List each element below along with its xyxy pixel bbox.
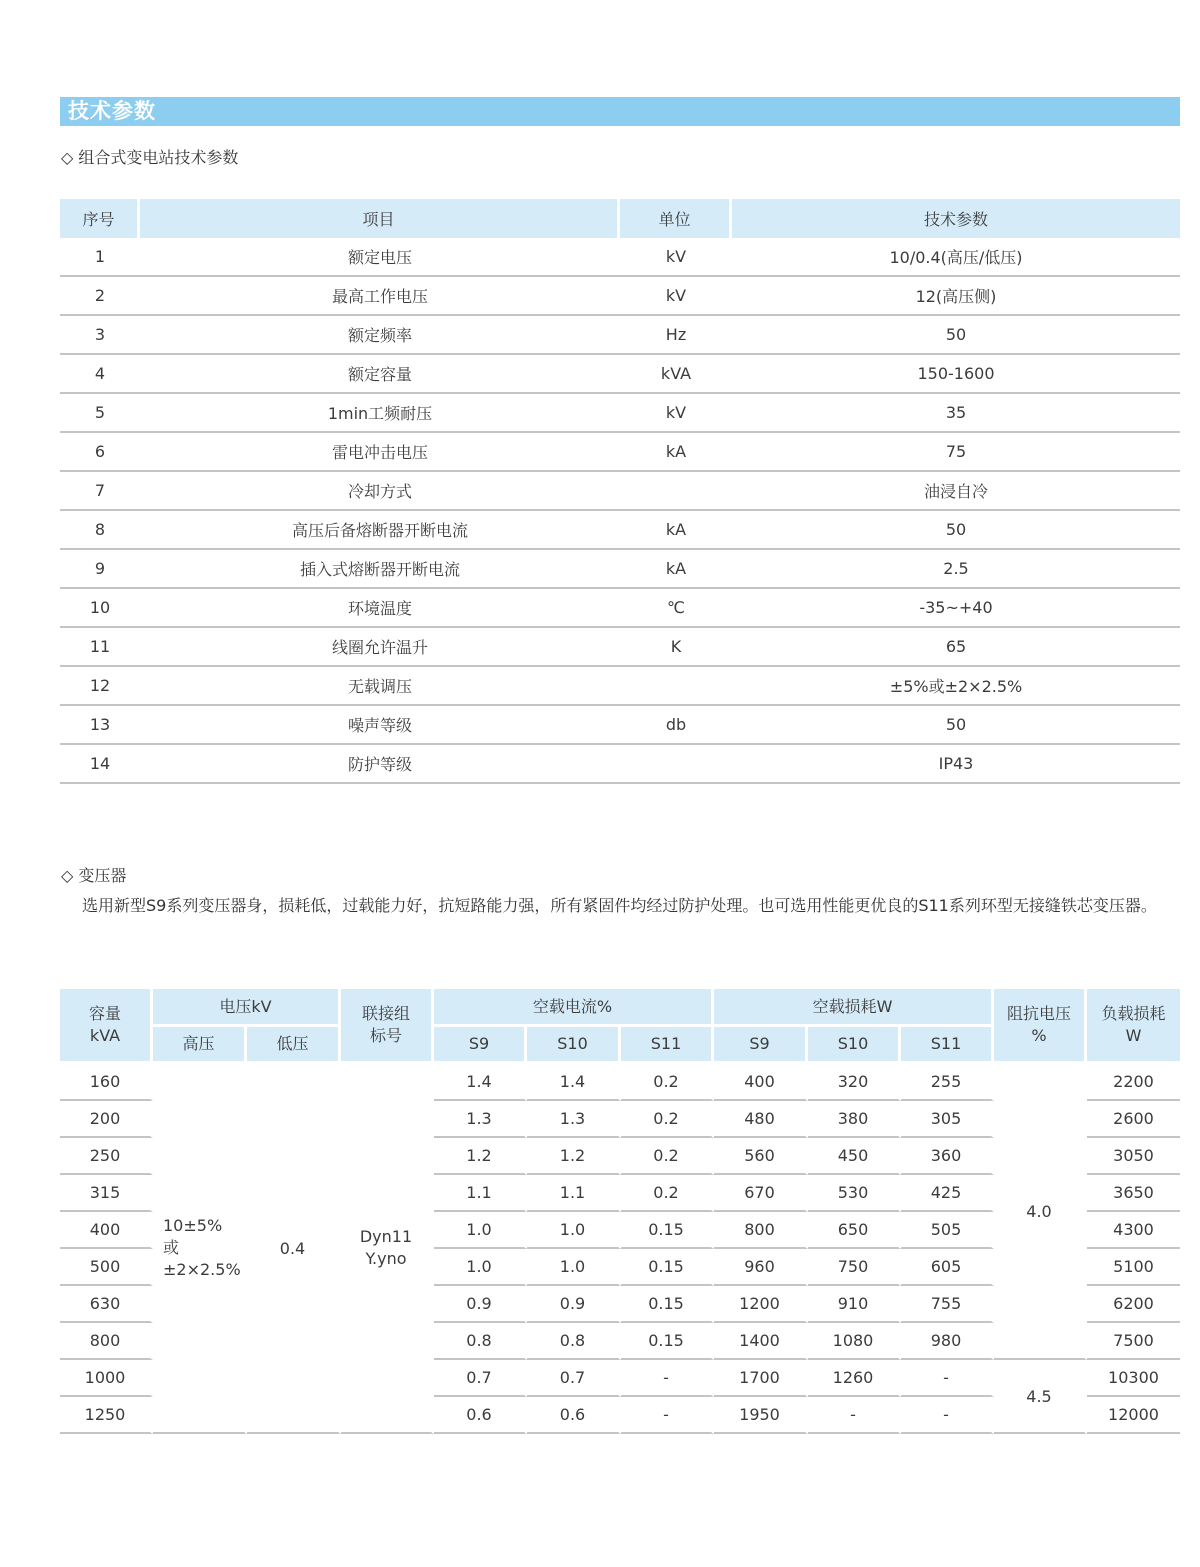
- column-header-loss-s10: S10: [808, 1027, 901, 1064]
- cell-capacity: 800: [60, 1323, 153, 1360]
- column-header-no-load-loss: 空载损耗W: [714, 989, 994, 1027]
- cell-current-s10: 1.0: [527, 1212, 621, 1249]
- cell-current-s11: -: [621, 1360, 714, 1397]
- cell-capacity: 500: [60, 1249, 153, 1286]
- cell-loss-s9: 1400: [714, 1323, 808, 1360]
- cell-current-s10: 0.7: [527, 1360, 621, 1397]
- table-row: [60, 745, 1180, 784]
- cell-unit: kVA: [620, 355, 732, 394]
- cell-index: 8: [60, 511, 140, 550]
- column-header-loss-s11: S11: [901, 1027, 994, 1064]
- table-row: [60, 394, 1180, 433]
- cell-capacity: 1000: [60, 1360, 153, 1397]
- table-row: [60, 238, 1180, 277]
- cell-value: 150-1600: [732, 355, 1180, 394]
- cell-unit: [620, 667, 732, 706]
- cell-unit: db: [620, 706, 732, 745]
- cell-current-s10: 1.1: [527, 1175, 621, 1212]
- table-row: [60, 316, 1180, 355]
- cell-loss-s10: 1080: [808, 1323, 901, 1360]
- table-row: [60, 472, 1180, 511]
- section-header-bar: [60, 97, 1180, 126]
- table-row: [60, 433, 1180, 472]
- cell-load-loss: 3050: [1087, 1138, 1180, 1175]
- cell-item: 噪声等级: [140, 706, 620, 745]
- cell-loss-s10: 1260: [808, 1360, 901, 1397]
- cell-loss-s10: 320: [808, 1064, 901, 1101]
- cell-load-loss: 12000: [1087, 1397, 1180, 1434]
- cell-current-s9: 0.7: [434, 1360, 527, 1397]
- table-row: [60, 589, 1180, 628]
- cell-loss-s11: 425: [901, 1175, 994, 1212]
- cell-loss-s9: 560: [714, 1138, 808, 1175]
- table-row: [60, 667, 1180, 706]
- cell-unit: [620, 472, 732, 511]
- column-header-low-voltage: 低压: [247, 1027, 341, 1064]
- column-header-load-loss: 负载损耗 W: [1087, 989, 1180, 1064]
- cell-loss-s9: 800: [714, 1212, 808, 1249]
- column-header-current-s9: S9: [434, 1027, 527, 1064]
- column-header-no-load-current: 空载电流%: [434, 989, 714, 1027]
- cell-load-loss: 10300: [1087, 1360, 1180, 1397]
- spec-table-title: ◇ 组合式变电站技术参数: [61, 148, 239, 167]
- cell-item: 额定容量: [140, 355, 620, 394]
- cell-loss-s10: 650: [808, 1212, 901, 1249]
- cell-loss-s11: -: [901, 1397, 994, 1434]
- table-row: [60, 706, 1180, 745]
- cell-current-s9: 1.4: [434, 1064, 527, 1101]
- column-header-current-s11: S11: [621, 1027, 714, 1064]
- cell-current-s11: 0.2: [621, 1175, 714, 1212]
- cell-capacity: 200: [60, 1101, 153, 1138]
- cell-index: 11: [60, 628, 140, 667]
- table-row: [60, 355, 1180, 394]
- transformer-section-title: ◇ 变压器: [61, 866, 127, 885]
- cell-current-s11: 0.15: [621, 1212, 714, 1249]
- cell-index: 9: [60, 550, 140, 589]
- cell-loss-s11: 360: [901, 1138, 994, 1175]
- cell-loss-s11: 605: [901, 1249, 994, 1286]
- cell-value: 油浸自冷: [732, 472, 1180, 511]
- cell-value: 50: [732, 706, 1180, 745]
- cell-loss-s9: 1950: [714, 1397, 808, 1434]
- cell-unit: [620, 745, 732, 784]
- cell-loss-s10: 910: [808, 1286, 901, 1323]
- cell-value: 2.5: [732, 550, 1180, 589]
- cell-current-s9: 1.3: [434, 1101, 527, 1138]
- cell-value: 35: [732, 394, 1180, 433]
- cell-current-s11: 0.2: [621, 1064, 714, 1101]
- cell-current-s9: 0.8: [434, 1323, 527, 1360]
- cell-current-s10: 0.9: [527, 1286, 621, 1323]
- table-row: [60, 550, 1180, 589]
- cell-load-loss: 5100: [1087, 1249, 1180, 1286]
- cell-index: 13: [60, 706, 140, 745]
- cell-loss-s9: 960: [714, 1249, 808, 1286]
- cell-load-loss: 2600: [1087, 1101, 1180, 1138]
- cell-loss-s11: 255: [901, 1064, 994, 1101]
- cell-value: 75: [732, 433, 1180, 472]
- substation-spec-table: [60, 199, 1180, 784]
- cell-connection: Dyn11 Y.yno: [341, 1064, 434, 1434]
- table-row: [60, 511, 1180, 550]
- cell-value: 50: [732, 316, 1180, 355]
- cell-item: 无载调压: [140, 667, 620, 706]
- cell-item: 高压后备熔断器开断电流: [140, 511, 620, 550]
- cell-low-voltage: 0.4: [247, 1064, 341, 1434]
- cell-capacity: 250: [60, 1138, 153, 1175]
- cell-item: 额定频率: [140, 316, 620, 355]
- cell-loss-s11: -: [901, 1360, 994, 1397]
- cell-index: 6: [60, 433, 140, 472]
- cell-loss-s11: 305: [901, 1101, 994, 1138]
- table-row: [60, 1064, 1180, 1101]
- cell-loss-s9: 1200: [714, 1286, 808, 1323]
- cell-loss-s11: 505: [901, 1212, 994, 1249]
- column-header-high-voltage: 高压: [153, 1027, 247, 1064]
- cell-item: 最高工作电压: [140, 277, 620, 316]
- table-row: [60, 277, 1180, 316]
- cell-loss-s9: 400: [714, 1064, 808, 1101]
- cell-capacity: 315: [60, 1175, 153, 1212]
- cell-current-s11: 0.2: [621, 1101, 714, 1138]
- cell-load-loss: 3650: [1087, 1175, 1180, 1212]
- cell-unit: kV: [620, 277, 732, 316]
- cell-loss-s9: 670: [714, 1175, 808, 1212]
- cell-load-loss: 7500: [1087, 1323, 1180, 1360]
- cell-value: IP43: [732, 745, 1180, 784]
- transformer-description: 选用新型S9系列变压器身，损耗低，过载能力好，抗短路能力强，所有紧固件均经过防护处理。也可选用性能更优良的S11系列环型无接缝铁芯变压器。: [82, 896, 1157, 915]
- cell-current-s11: 0.2: [621, 1138, 714, 1175]
- cell-item: 1min工频耐压: [140, 394, 620, 433]
- cell-impedance: 4.0: [994, 1064, 1087, 1360]
- cell-value: -35~+40: [732, 589, 1180, 628]
- cell-unit: Hz: [620, 316, 732, 355]
- cell-capacity: 630: [60, 1286, 153, 1323]
- cell-capacity: 1250: [60, 1397, 153, 1434]
- cell-loss-s11: 980: [901, 1323, 994, 1360]
- cell-index: 10: [60, 589, 140, 628]
- cell-value: 50: [732, 511, 1180, 550]
- cell-index: 3: [60, 316, 140, 355]
- cell-current-s9: 1.0: [434, 1212, 527, 1249]
- cell-item: 防护等级: [140, 745, 620, 784]
- cell-item: 额定电压: [140, 238, 620, 277]
- cell-value: 65: [732, 628, 1180, 667]
- column-header-impedance: 阻抗电压 %: [994, 989, 1087, 1064]
- cell-current-s11: -: [621, 1397, 714, 1434]
- cell-impedance: 4.5: [994, 1360, 1087, 1434]
- cell-capacity: 160: [60, 1064, 153, 1101]
- cell-current-s10: 1.3: [527, 1101, 621, 1138]
- cell-item: 插入式熔断器开断电流: [140, 550, 620, 589]
- cell-loss-s10: -: [808, 1397, 901, 1434]
- cell-current-s10: 1.0: [527, 1249, 621, 1286]
- cell-value: 12(高压侧): [732, 277, 1180, 316]
- cell-current-s11: 0.15: [621, 1286, 714, 1323]
- cell-current-s11: 0.15: [621, 1323, 714, 1360]
- cell-current-s10: 0.8: [527, 1323, 621, 1360]
- cell-index: 14: [60, 745, 140, 784]
- cell-load-loss: 2200: [1087, 1064, 1180, 1101]
- cell-index: 5: [60, 394, 140, 433]
- cell-unit: kV: [620, 394, 732, 433]
- cell-current-s10: 1.4: [527, 1064, 621, 1101]
- cell-item: 冷却方式: [140, 472, 620, 511]
- cell-unit: kA: [620, 433, 732, 472]
- cell-loss-s10: 450: [808, 1138, 901, 1175]
- cell-loss-s9: 480: [714, 1101, 808, 1138]
- cell-loss-s10: 750: [808, 1249, 901, 1286]
- cell-current-s9: 0.9: [434, 1286, 527, 1323]
- section-title: 技术参数: [68, 99, 156, 123]
- cell-unit: kA: [620, 550, 732, 589]
- cell-value: ±5%或±2×2.5%: [732, 667, 1180, 706]
- cell-current-s10: 0.6: [527, 1397, 621, 1434]
- cell-current-s9: 0.6: [434, 1397, 527, 1434]
- column-header-capacity: 容量 kVA: [60, 989, 153, 1064]
- cell-item: 线圈允许温升: [140, 628, 620, 667]
- cell-index: 12: [60, 667, 140, 706]
- column-header-loss-s9: S9: [714, 1027, 808, 1064]
- cell-index: 4: [60, 355, 140, 394]
- column-header-voltage: 电压kV: [153, 989, 341, 1027]
- cell-loss-s11: 755: [901, 1286, 994, 1323]
- cell-unit: kA: [620, 511, 732, 550]
- transformer-spec-table: [60, 989, 1180, 1434]
- cell-unit: ℃: [620, 589, 732, 628]
- cell-value: 10/0.4(高压/低压): [732, 238, 1180, 277]
- column-header-index: 序号: [60, 199, 140, 238]
- cell-index: 2: [60, 277, 140, 316]
- column-header-current-s10: S10: [527, 1027, 621, 1064]
- column-header-item: 项目: [140, 199, 620, 238]
- cell-index: 7: [60, 472, 140, 511]
- cell-unit: K: [620, 628, 732, 667]
- column-header-value: 技术参数: [732, 199, 1180, 238]
- cell-current-s10: 1.2: [527, 1138, 621, 1175]
- cell-capacity: 400: [60, 1212, 153, 1249]
- cell-loss-s10: 380: [808, 1101, 901, 1138]
- table-row: [60, 628, 1180, 667]
- cell-high-voltage: 10±5% 或 ±2×2.5%: [153, 1064, 247, 1434]
- cell-unit: kV: [620, 238, 732, 277]
- cell-current-s9: 1.1: [434, 1175, 527, 1212]
- cell-load-loss: 6200: [1087, 1286, 1180, 1323]
- cell-item: 雷电冲击电压: [140, 433, 620, 472]
- column-header-connection: 联接组 标号: [341, 989, 434, 1064]
- cell-item: 环境温度: [140, 589, 620, 628]
- cell-loss-s9: 1700: [714, 1360, 808, 1397]
- cell-index: 1: [60, 238, 140, 277]
- cell-current-s9: 1.2: [434, 1138, 527, 1175]
- cell-current-s9: 1.0: [434, 1249, 527, 1286]
- column-header-unit: 单位: [620, 199, 732, 238]
- cell-current-s11: 0.15: [621, 1249, 714, 1286]
- cell-loss-s10: 530: [808, 1175, 901, 1212]
- cell-load-loss: 4300: [1087, 1212, 1180, 1249]
